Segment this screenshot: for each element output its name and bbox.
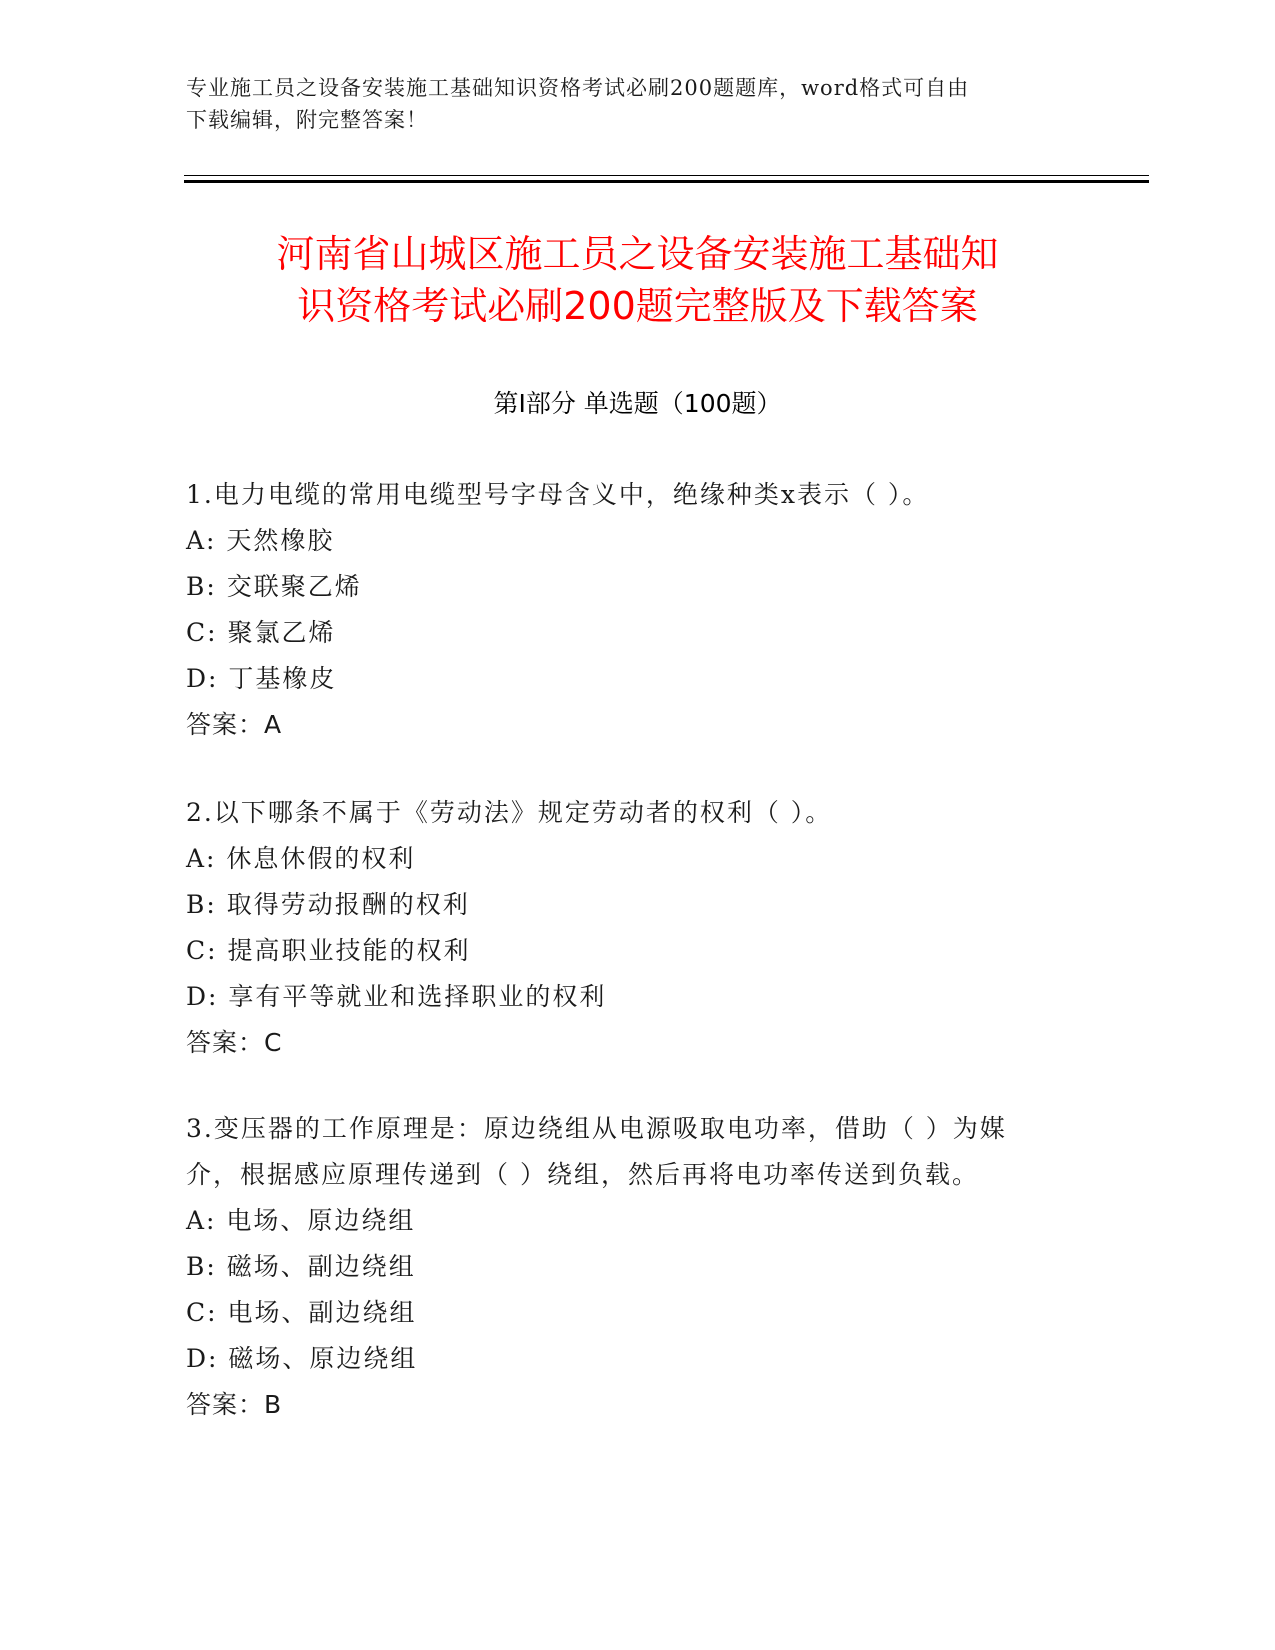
header-divider-thin [184,175,1149,176]
question-3 [186,1106,1116,1428]
option-a: A: 电场、原边绕组 [186,1206,416,1235]
document-title-line-1: 河南省山城区施工员之设备安装施工基础知 [276,232,999,276]
option-b: B: 磁场、副边绕组 [186,1252,416,1281]
option-a: A: 天然橡胶 [186,526,335,555]
section-heading: 第Ⅰ部分 单选题（100题） [493,389,782,418]
option-c: C: 电场、副边绕组 [186,1298,417,1327]
option-c: C: 聚氯乙烯 [186,618,336,647]
header-divider-thick [184,180,1149,183]
question-stem: 2.以下哪条不属于《劳动法》规定劳动者的权利（ ）。 [186,798,833,827]
answer-line: 答案：C [186,1028,283,1057]
option-d: D: 享有平等就业和选择职业的权利 [186,982,607,1011]
answer-line: 答案：A [186,710,283,739]
question-stem-line-2: 介，根据感应原理传递到（ ）绕组，然后再将电功率传送到负载。 [186,1160,979,1189]
document-title [130,228,1145,332]
question-1 [186,472,1116,748]
question-stem-line-1: 3.变压器的工作原理是：原边绕组从电源吸取电功率，借助（ ）为媒 [186,1114,1007,1143]
question-2 [186,790,1116,1066]
header-note-line-1: 专业施工员之设备安装施工基础知识资格考试必刷200题题库，word格式可自由 [186,76,970,100]
document-title-line-2: 识资格考试必刷200题完整版及下载答案 [297,284,978,328]
option-b: B: 取得劳动报酬的权利 [186,890,470,919]
option-d: D: 磁场、原边绕组 [186,1344,418,1373]
option-d: D: 丁基橡皮 [186,664,337,693]
option-c: C: 提高职业技能的权利 [186,936,471,965]
answer-line: 答案：B [186,1390,283,1419]
header-note-line-2: 下载编辑，附完整答案！ [186,108,428,132]
option-a: A: 休息休假的权利 [186,844,416,873]
option-b: B: 交联聚乙烯 [186,572,362,601]
header-note [186,72,1086,136]
question-stem: 1.电力电缆的常用电缆型号字母含义中，绝缘种类x表示（ ）。 [186,480,930,509]
